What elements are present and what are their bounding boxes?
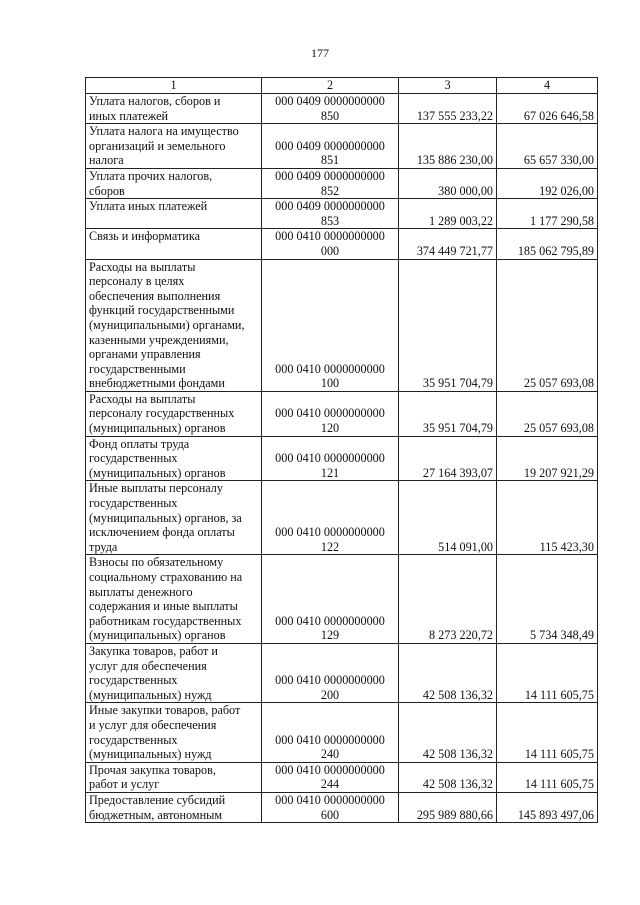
row-code-cell	[262, 703, 399, 762]
row-name-line: бюджетным, автономным	[89, 807, 223, 822]
row-name-cell	[86, 643, 262, 702]
row-col4-value: 65 657 330,00	[497, 124, 598, 169]
row-col4-value: 185 062 795,89	[497, 229, 598, 259]
row-code-cell	[262, 124, 399, 169]
row-name-line: социальному страхованию на	[89, 570, 243, 584]
row-name-line: сборов	[89, 183, 125, 198]
row-name-line: выплаты денежного	[89, 584, 193, 599]
row-code-cell	[262, 94, 399, 124]
row-col3-value: 42 508 136,32	[399, 762, 497, 792]
row-code-line: 851	[320, 153, 340, 168]
table-header-row	[86, 78, 598, 94]
row-name-line: иных платежей	[89, 108, 168, 123]
row-code-line: 000	[320, 243, 340, 258]
row-code-cell	[262, 643, 399, 702]
row-name-line: работ и услуг	[89, 777, 160, 792]
row-col3-value: 295 989 880,66	[399, 792, 497, 822]
row-col3-value: 380 000,00	[399, 168, 497, 198]
row-name-cell	[86, 703, 262, 762]
row-name-line: услуг для обеспечения	[89, 658, 207, 673]
row-code-line: 852	[320, 183, 340, 198]
row-code-cell	[262, 168, 399, 198]
row-name-line: персоналу в целях	[89, 274, 185, 289]
row-name-line: государственных	[89, 673, 178, 688]
row-code-line: 120	[320, 421, 340, 436]
row-name-line: Взносы по обязательному	[89, 555, 224, 570]
row-name-line: казенными учреждениями,	[89, 332, 229, 347]
row-name-line: органами управления	[89, 347, 201, 362]
row-code-line: 600	[320, 807, 340, 822]
row-name-line: труда	[89, 539, 118, 554]
row-col4-value: 25 057 693,08	[497, 391, 598, 436]
row-col4-value: 25 057 693,08	[497, 259, 598, 391]
row-col4-value: 14 111 605,75	[497, 643, 598, 702]
row-code-line: 000 0409 0000000000	[275, 94, 385, 108]
row-col3-value: 35 951 704,79	[399, 259, 497, 391]
row-name-line: обеспечения выполнения	[89, 288, 221, 303]
row-code-line: 000 0410 0000000000	[275, 613, 385, 628]
table-row	[86, 643, 598, 702]
budget-table	[85, 77, 598, 823]
row-code-line: 200	[320, 687, 340, 702]
row-col4-value: 115 423,30	[497, 481, 598, 555]
row-code-cell	[262, 792, 399, 822]
table-row	[86, 229, 598, 259]
row-col4-value: 67 026 646,58	[497, 94, 598, 124]
row-name-line: содержания и иные выплаты	[89, 599, 238, 614]
row-code-line: 000 0410 0000000000	[275, 451, 385, 466]
row-name-line: государственных	[89, 496, 178, 511]
row-name-line: (муниципальными) органами,	[89, 317, 245, 332]
row-name-line: Уплата налога на имущество	[89, 124, 239, 139]
row-name-cell	[86, 199, 262, 229]
row-code-line: 244	[320, 777, 340, 792]
page-number: 177	[311, 46, 329, 60]
row-code-line: 000 0410 0000000000	[275, 229, 385, 244]
row-code-line: 000 0409 0000000000	[275, 138, 385, 153]
table-row	[86, 124, 598, 169]
table-row	[86, 94, 598, 124]
row-name-line: (муниципальных) органов	[89, 465, 226, 480]
row-name-line: Уплата иных платежей	[89, 199, 208, 214]
row-code-line: 000 0410 0000000000	[275, 762, 385, 777]
row-code-line: 000 0410 0000000000	[275, 673, 385, 688]
row-name-line: Иные выплаты персоналу	[89, 481, 223, 496]
table-row	[86, 481, 598, 555]
row-col3-value: 27 164 393,07	[399, 436, 497, 481]
row-name-cell	[86, 391, 262, 436]
row-name-line: Уплата налогов, сборов и	[89, 94, 221, 108]
row-name-cell	[86, 229, 262, 259]
row-code-line: 000 0410 0000000000	[275, 732, 385, 747]
row-name-line: работникам государственных	[89, 613, 242, 628]
row-code-line: 853	[320, 213, 340, 228]
row-code-line: 850	[320, 108, 340, 123]
row-col3-value: 35 951 704,79	[399, 391, 497, 436]
row-name-line: Фонд оплаты труда	[89, 436, 190, 451]
row-name-line: Закупка товаров, работ и	[89, 643, 218, 658]
row-name-line: (муниципальных) нужд	[89, 747, 212, 762]
row-code-line: 000 0410 0000000000	[275, 525, 385, 540]
row-name-line: Расходы на выплаты	[89, 259, 196, 274]
row-name-line: (муниципальных) нужд	[89, 687, 212, 702]
column-header-code: 2	[262, 78, 399, 94]
row-col4-value: 1 177 290,58	[497, 199, 598, 229]
row-code-line: 000 0410 0000000000	[275, 792, 385, 807]
row-name-line: государственных	[89, 451, 178, 466]
row-col3-value: 135 886 230,00	[399, 124, 497, 169]
row-name-line: Иные закупки товаров, работ	[89, 703, 241, 718]
row-code-cell	[262, 199, 399, 229]
table-row	[86, 259, 598, 391]
row-code-line: 121	[320, 465, 340, 480]
row-col4-value: 145 893 497,06	[497, 792, 598, 822]
row-code-cell	[262, 436, 399, 481]
row-col3-value: 42 508 136,32	[399, 643, 497, 702]
table-row	[86, 792, 598, 822]
row-code-cell	[262, 762, 399, 792]
row-col4-value: 14 111 605,75	[497, 762, 598, 792]
row-code-cell	[262, 555, 399, 644]
row-code-cell	[262, 229, 399, 259]
row-name-cell	[86, 168, 262, 198]
row-name-line: государственными	[89, 361, 186, 376]
row-col4-value: 5 734 348,49	[497, 555, 598, 644]
row-name-cell	[86, 555, 262, 644]
row-name-line: Уплата прочих налогов,	[89, 168, 213, 183]
row-name-line: внебюджетными фондами	[89, 376, 225, 391]
column-header-col3: 3	[399, 78, 497, 94]
table-row	[86, 703, 598, 762]
row-name-line: исключением фонда оплаты	[89, 525, 235, 540]
row-name-line: (муниципальных) органов, за	[89, 510, 242, 525]
table-row	[86, 762, 598, 792]
row-col3-value: 8 273 220,72	[399, 555, 497, 644]
table-body	[86, 94, 598, 823]
row-col3-value: 374 449 721,77	[399, 229, 497, 259]
row-code-line: 240	[320, 747, 340, 762]
row-col3-value: 42 508 136,32	[399, 703, 497, 762]
column-header-col4: 4	[497, 78, 598, 94]
row-col3-value: 1 289 003,22	[399, 199, 497, 229]
row-name-line: Прочая закупка товаров,	[89, 762, 216, 777]
row-code-line: 000 0410 0000000000	[275, 406, 385, 421]
row-name-cell	[86, 762, 262, 792]
row-col4-value: 14 111 605,75	[497, 703, 598, 762]
table-row	[86, 199, 598, 229]
row-col4-value: 192 026,00	[497, 168, 598, 198]
row-code-line: 129	[320, 628, 340, 643]
row-name-line: персоналу государственных	[89, 406, 235, 421]
row-name-line: налога	[89, 153, 124, 168]
table-row	[86, 555, 598, 644]
row-col3-value: 514 091,00	[399, 481, 497, 555]
row-col4-value: 19 207 921,29	[497, 436, 598, 481]
row-name-line: государственных	[89, 732, 178, 747]
row-name-line: функций государственными	[89, 303, 235, 318]
column-header-name: 1	[86, 78, 262, 94]
row-name-line: и услуг для обеспечения	[89, 717, 217, 732]
row-code-line: 000 0410 0000000000	[275, 361, 385, 376]
row-name-line: Расходы на выплаты	[89, 391, 196, 406]
table-row	[86, 391, 598, 436]
table-row	[86, 436, 598, 481]
row-name-cell	[86, 792, 262, 822]
row-name-cell	[86, 481, 262, 555]
row-name-line: Связь и информатика	[89, 229, 200, 244]
row-name-line: (муниципальных) органов	[89, 628, 226, 643]
row-name-line: Предоставление субсидий	[89, 792, 226, 807]
row-name-cell	[86, 436, 262, 481]
row-code-cell	[262, 481, 399, 555]
row-code-cell	[262, 391, 399, 436]
row-col3-value: 137 555 233,22	[399, 94, 497, 124]
row-name-cell	[86, 124, 262, 169]
row-name-cell	[86, 259, 262, 391]
table-row	[86, 168, 598, 198]
row-name-cell	[86, 94, 262, 124]
row-name-line: организаций и земельного	[89, 138, 226, 153]
row-code-line: 122	[320, 539, 340, 554]
row-name-line: (муниципальных) органов	[89, 421, 226, 436]
row-code-line: 000 0409 0000000000	[275, 199, 385, 214]
row-code-line: 100	[320, 376, 340, 391]
row-code-cell	[262, 259, 399, 391]
row-code-line: 000 0409 0000000000	[275, 168, 385, 183]
